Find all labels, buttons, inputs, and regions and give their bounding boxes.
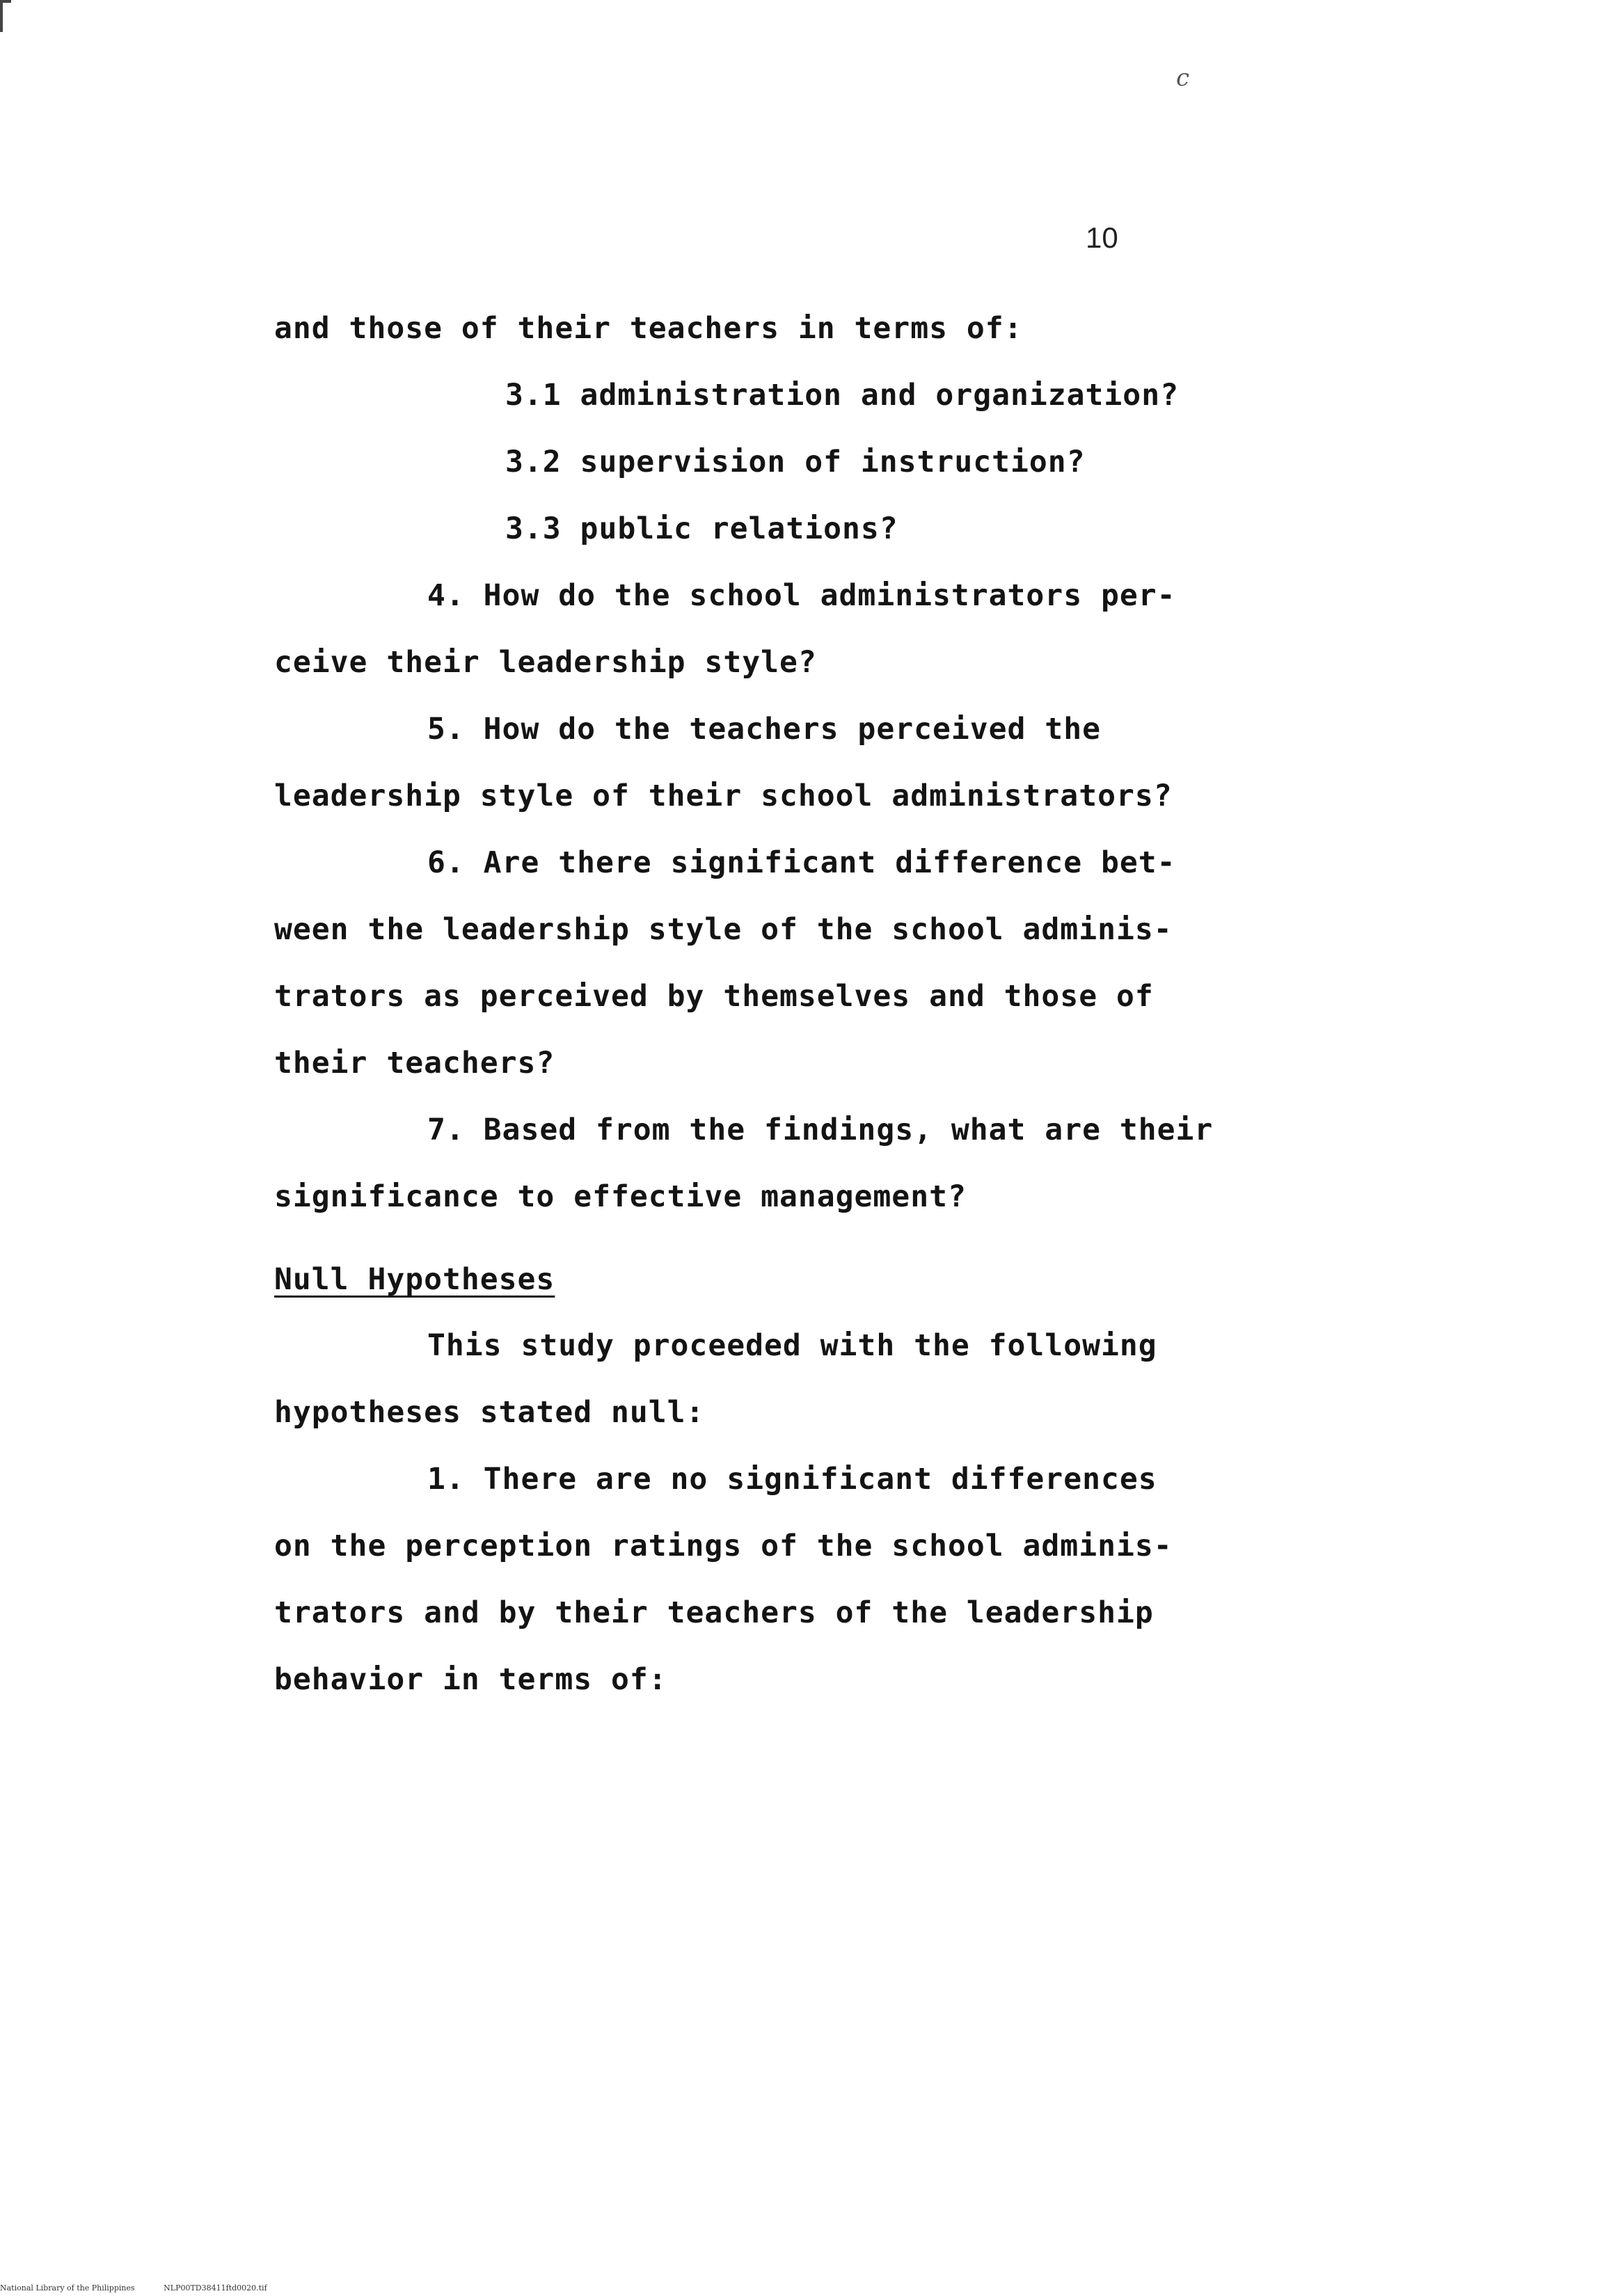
text-line: trators and by their teachers of the leadership: [274, 1595, 1154, 1630]
question-5: 5. How do the teachers perceived the: [427, 712, 1101, 747]
section-heading: Null Hypotheses: [274, 1262, 555, 1297]
page-number: 10: [1086, 221, 1118, 254]
scan-footer: [0, 2283, 294, 2293]
footer-library: National Library of the Philippines: [0, 2283, 135, 2293]
question-6: 6. Are there significant difference bet-: [427, 845, 1176, 880]
text-line: their teachers?: [274, 1046, 555, 1081]
text-line: ween the leadership style of the school adminis-: [274, 912, 1173, 947]
list-item-3-1: 3.1 administration and organization?: [505, 378, 1179, 413]
text-line: leadership style of their school administrators?: [274, 779, 1173, 813]
footer-filename: NLP00TD38411ftd0020.tif: [164, 2283, 267, 2293]
text-line: ceive their leadership style?: [274, 645, 817, 680]
text-line: trators as perceived by themselves and those of: [274, 979, 1154, 1014]
text-line: behavior in terms of:: [274, 1662, 667, 1697]
scan-corner-mark: [0, 0, 11, 32]
text-line: This study proceeded with the following: [427, 1328, 1157, 1363]
text-line: hypotheses stated null:: [274, 1395, 705, 1430]
list-item-3-3: 3.3 public relations?: [505, 511, 898, 546]
text-line: significance to effective management?: [274, 1179, 967, 1214]
handwritten-mark: c: [1176, 64, 1190, 92]
question-7: 7. Based from the findings, what are their: [427, 1113, 1214, 1147]
list-item-3-2: 3.2 supervision of instruction?: [505, 445, 1086, 479]
hypothesis-1: 1. There are no significant differences: [427, 1462, 1157, 1497]
question-4: 4. How do the school administrators per-: [427, 578, 1176, 613]
text-line: on the perception ratings of the school adminis-: [274, 1529, 1173, 1563]
text-line: and those of their teachers in terms of:: [274, 311, 1023, 346]
